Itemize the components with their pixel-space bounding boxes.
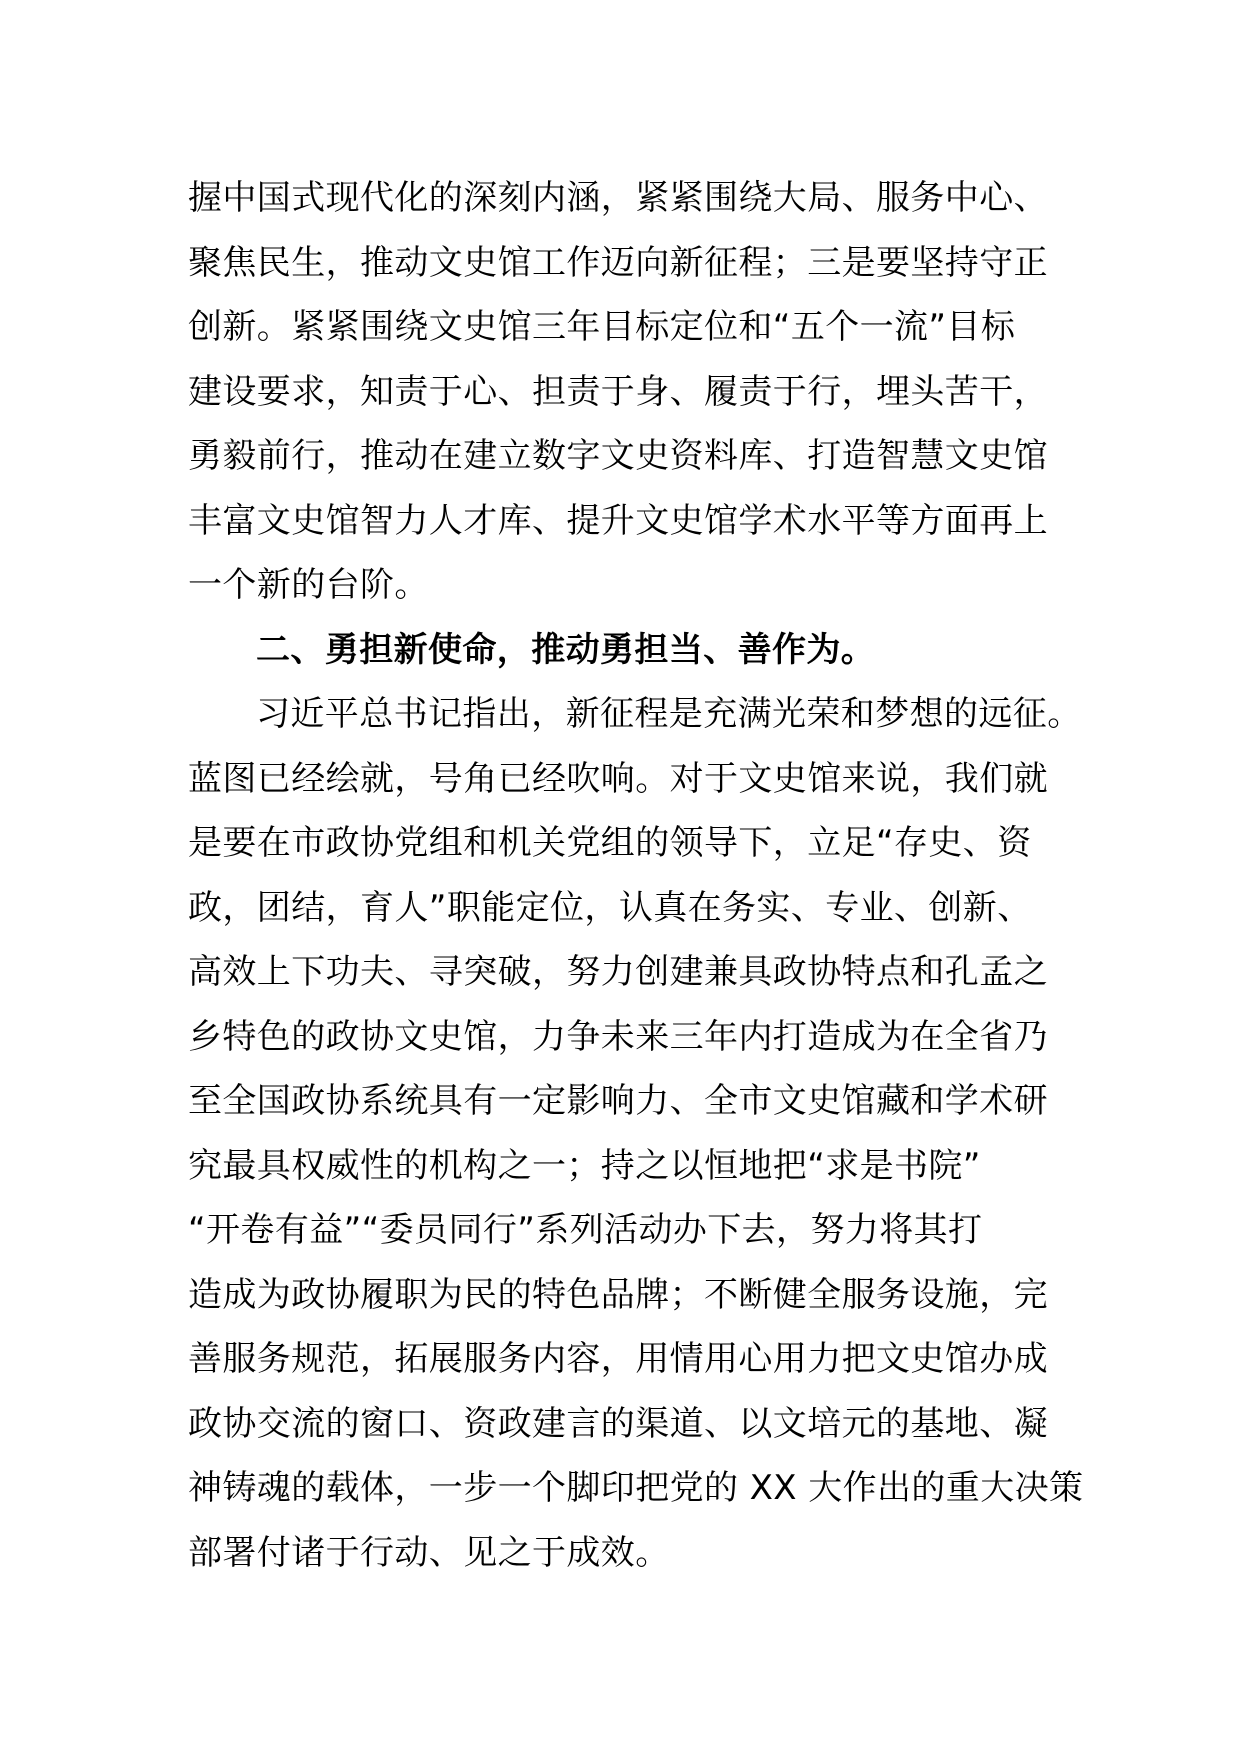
text-line: 政协交流的窗口、资政建言的渠道、以文培元的基地、凝 [188, 1403, 1048, 1444]
text-line: 创新。紧紧围绕文史馆三年目标定位和“五个一流”目标 [188, 307, 1016, 347]
text-line: 习近平总书记指出，新征程是充满光荣和梦想的远征。 [256, 694, 1082, 734]
section-heading: 二、勇担新使命，推动勇担当、善作为。 [256, 629, 876, 670]
text-line: 神铸魂的载体，一步一个脚印把党的 XX 大作出的重大决策 [188, 1468, 1084, 1508]
text-line: 聚焦民生，推动文史馆工作迈向新征程；三是要坚持守正 [188, 242, 1048, 283]
text-line: 究最具权威性的机构之一；持之以恒地把“求是书院” [188, 1145, 981, 1186]
text-line: “开卷有益”“委员同行”系列活动办下去，努力将其打 [188, 1210, 983, 1250]
text-line: 一个新的台阶。 [188, 565, 429, 605]
text-line: 造成为政协履职为民的特色品牌；不断健全服务设施，完 [188, 1274, 1048, 1315]
text-line: 丰富文史馆智力人才库、提升文史馆学术水平等方面再上 [188, 500, 1048, 541]
text-line: 高效上下功夫、寻突破，努力创建兼具政协特点和孔孟之 [188, 952, 1048, 992]
text-line: 建设要求，知责于心、担责于身、履责于行，埋头苦干， [188, 371, 1048, 412]
text-line: 是要在市政协党组和机关党组的领导下，立足“存史、资 [188, 823, 1032, 863]
text-line: 勇毅前行，推动在建立数字文史资料库、打造智慧文史馆 [188, 436, 1048, 476]
text-line: 政，团结，育人”职能定位，认真在务实、专业、创新、 [188, 887, 1032, 928]
body-text [188, 166, 1084, 1585]
text-line: 至全国政协系统具有一定影响力、全市文史馆藏和学术研 [188, 1081, 1048, 1121]
text-line: 部署付诸于行动、见之于成效。 [188, 1532, 670, 1573]
text-line: 乡特色的政协文史馆，力争未来三年内打造成为在全省乃 [188, 1016, 1048, 1057]
text-line: 善服务规范，拓展服务内容，用情用心用力把文史馆办成 [188, 1339, 1048, 1379]
text-line: 握中国式现代化的深刻内涵，紧紧围绕大局、服务中心、 [188, 178, 1048, 218]
text-line: 蓝图已经绘就，号角已经吹响。对于文史馆来说，我们就 [188, 758, 1048, 799]
